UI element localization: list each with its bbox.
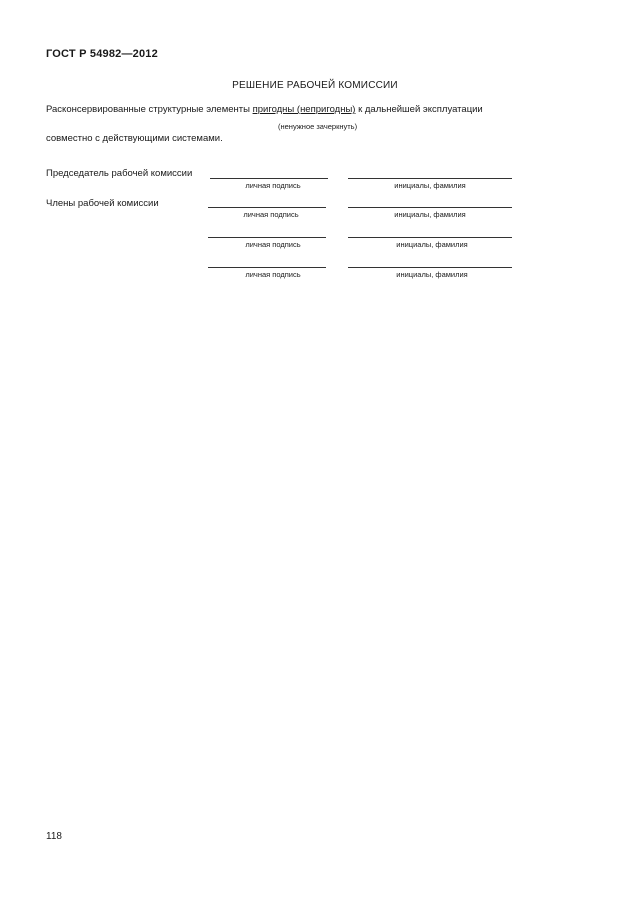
member-3-name-line[interactable] [348,267,512,268]
page-number: 118 [46,831,62,842]
member-3-signature-caption: личная подпись [245,270,301,279]
decision-text-after: к дальнейшей эксплуатации [355,104,483,115]
members-label: Члены рабочей комиссии [46,198,159,209]
document-header: ГОСТ Р 54982—2012 [46,48,158,60]
chairman-name-line[interactable] [348,178,512,179]
member-2-signature-line[interactable] [208,237,326,238]
member-1-name-caption: инициалы, фамилия [394,210,466,219]
chairman-signature-line[interactable] [210,178,328,179]
member-2-name-caption: инициалы, фамилия [396,240,468,249]
member-1-signature-caption: личная подпись [243,210,299,219]
member-2-signature-caption: личная подпись [245,240,301,249]
decision-line-1 [46,104,483,115]
member-2-name-line[interactable] [348,237,512,238]
member-1-signature-line[interactable] [208,207,326,208]
member-1-name-line[interactable] [348,207,512,208]
member-3-signature-line[interactable] [208,267,326,268]
decision-line-2: совместно с действующими системами. [46,133,223,144]
strike-hint: (ненужное зачеркнуть) [278,122,358,131]
decision-text-before: Расконсервированные структурные элементы [46,104,253,115]
chairman-signature-caption: личная подпись [245,181,301,190]
member-3-name-caption: инициалы, фамилия [396,270,468,279]
chairman-name-caption: инициалы, фамилия [394,181,466,190]
chairman-label: Председатель рабочей комиссии [46,168,193,179]
section-title: РЕШЕНИЕ РАБОЧЕЙ КОМИССИИ [232,80,398,91]
decision-choice: пригодны (непригодны) [252,104,356,115]
